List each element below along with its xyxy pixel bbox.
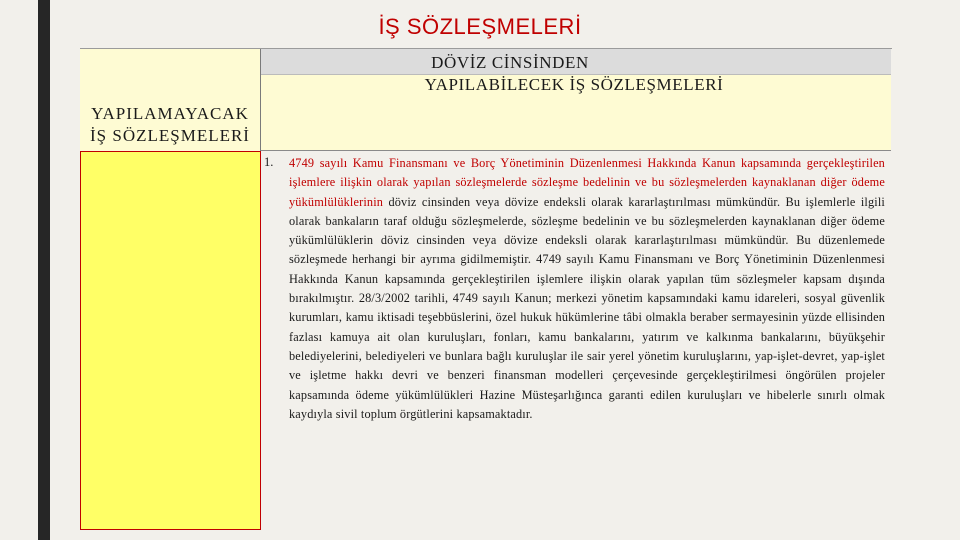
left-body-cell: [80, 151, 261, 530]
right-header-line2: YAPILABİLECEK İŞ SÖZLEŞMELERİ: [424, 75, 724, 94]
right-header-line1: DÖVİZ CİNSİNDEN: [431, 53, 589, 72]
left-header-text: YAPILAMAYACAK İŞ SÖZLEŞMELERİ: [90, 104, 250, 145]
slide-title: İŞ SÖZLEŞMELERİ: [378, 14, 582, 39]
left-column: [80, 49, 261, 530]
right-header-text: [261, 52, 891, 96]
list-item-text: [289, 154, 885, 424]
highlighted-text: 4749 sayılı Kamu Finansmanı ve Borç Yönetiminin Düzenlenmesi Hakkında Kanun kapsamında gerçekleştirilen işlemlere ilişkin olarak yapılan sözleşmelerde sözleşme bedelinin ve bu sözleşmelerden kaynaklanan diğer ödeme yükümlülüklerinin: [289, 156, 885, 209]
list-item-number: 1.: [264, 155, 274, 169]
body-text: döviz cinsinden veya dövize endeksli olarak kararlaştırılması mümkündür. Bu işlemlerle ilgili olarak bankaların taraf olduğu sözleşmelerde, sözleşme bedelinin ve bu sözleşmelerden kaynaklanan diğer ödeme yükümlülüklerin döviz cinsinden veya dövize endeksli olarak kararlaştırılması mümkündür. Bu düzenlemede sözleşmede herhangi bir ayrıma gidilmemiştir. 4749 sayılı Kamu Finansmanı ve Borç Yönetiminin Düzenlenmesi Hakkında Kanun kapsamında gerçekleştirilen işlemlere ilişkin olarak yapılan tüm sözleşmeler kapsam dışında bırakılmıştır. 28/3/2002 tarihli, 4749 sayılı Kanun; merkezi yönetim kapsamındaki kamu idareleri, sosyal güvenlik kurumları, kamu iktisadi teşebbüslerini, özel hukuk hükümlerine tâbi olmakla beraber sermayesinin yüzde ellisinden fazlası kamuya ait olan kuruluşları, fonları, kamu bankalarını, yatırım ve kalkınma bankalarını, büyükşehir belediyelerini, belediyeleri ve bunlara bağlı kuruluşlar ile sair yerel yönetim kuruluşlarını, yap-işlet-devret, yap-işlet ve işletme hakkı devri ve benzeri finansman modelleri çerçevesinde gerçekleştirilmesi öngörülen projeler kapsamında ödeme yükümlülükleri Hazine Müsteşarlığınca garanti edilen kuruluşları ve hibelerle sınırlı olmak kaydıyla sivil toplum örgütlerini kapsamaktadır.: [289, 194, 885, 421]
slide-accent-bar: [38, 0, 50, 540]
